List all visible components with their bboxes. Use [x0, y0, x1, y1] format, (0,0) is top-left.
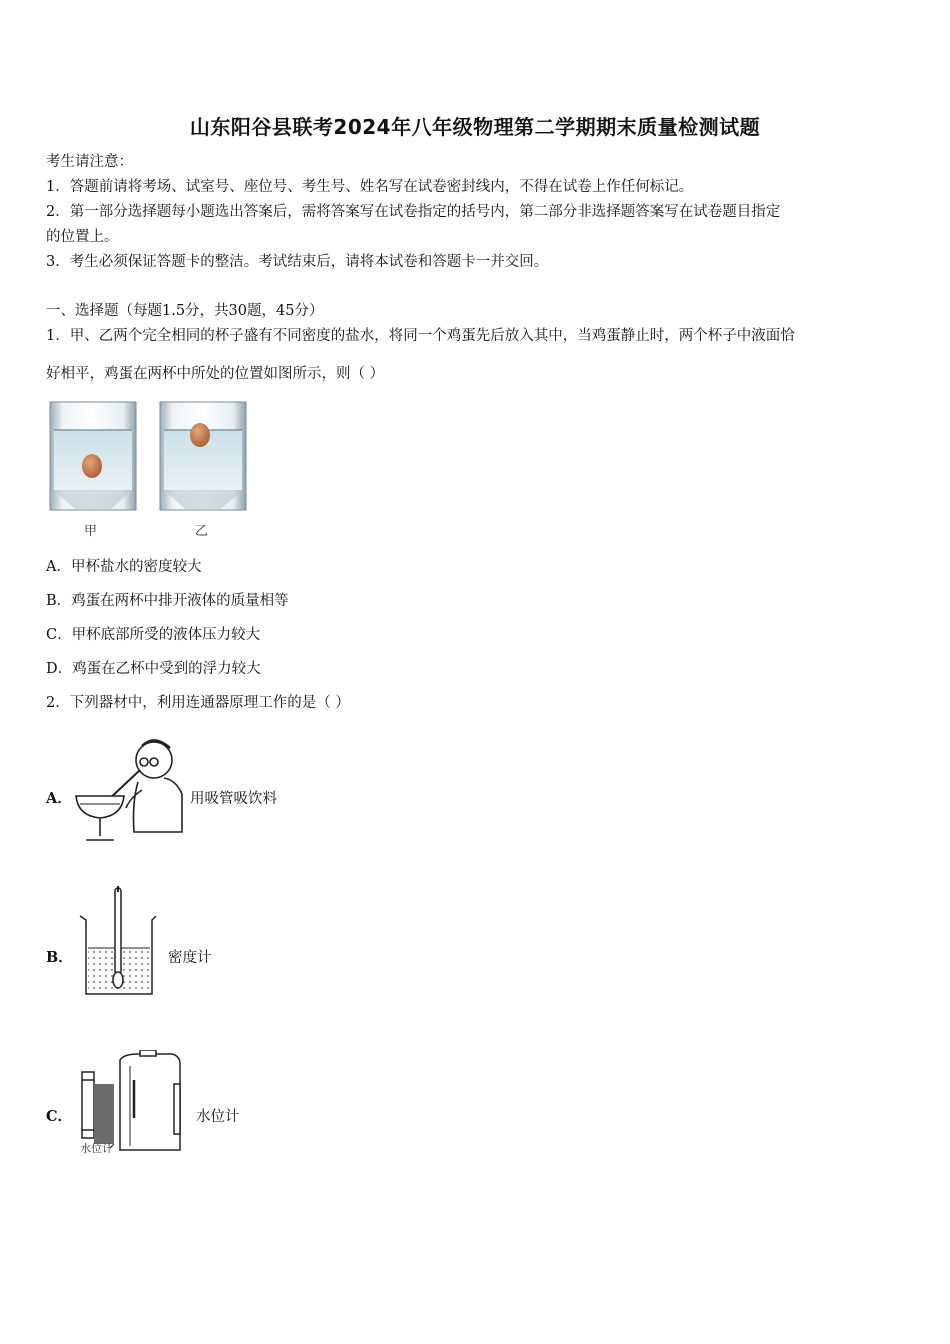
q2-option-b-letter: B．: [46, 949, 73, 966]
q1-stem-line1: 1．甲、乙两个完全相同的杯子盛有不同密度的盐水，将同一个鸡蛋先后放入其中，当鸡蛋静止时，两个杯子中液面恰: [46, 328, 795, 344]
q2-option-b-label: 密度计: [168, 950, 212, 966]
section-heading: 一、选择题（每题1.5分，共30题，45分）: [46, 303, 324, 319]
water-level-gauge-caption: 水位计: [80, 1142, 113, 1155]
egg-left: [82, 454, 102, 478]
q2-option-c-letter: C．: [46, 1108, 73, 1125]
cup-right: [160, 402, 246, 510]
q1-option-c: C．甲杯底部所受的液体压力较大: [46, 627, 261, 643]
notice-item-2: 2．第一部分选择题每小题选出答案后，需将答案写在试卷指定的括号内，第二部分非选择题答案写在试卷题目指定: [46, 204, 781, 220]
q2-option-a-label: 用吸管吸饮料: [190, 791, 277, 807]
notice-item-3: 3．考生必须保证答题卡的整洁。考试结束后，请将本试卷和答题卡一并交回。: [46, 254, 549, 270]
egg-right: [190, 423, 210, 447]
notice-item-2-cont: 的位置上。: [46, 229, 119, 245]
cup-left: [50, 402, 136, 510]
q1-stem-line2: 好相平，鸡蛋在两杯中所处的位置如图所示，则（ ）: [46, 366, 385, 382]
page-title: 山东阳谷县联考2024年八年级物理第二学期期末质量检测试题: [189, 115, 761, 139]
q1-option-a: A．甲杯盐水的密度较大: [46, 559, 202, 575]
q1-cups-figure: [46, 398, 256, 543]
q1-option-b: B．鸡蛋在两杯中排开液体的质量相等: [46, 593, 289, 609]
notice-heading: 考生请注意：: [46, 154, 133, 170]
q2-option-a-letter: A．: [46, 790, 72, 807]
notice-item-1: 1．答题前请将考场、试室号、座位号、考生号、姓名写在试卷密封线内，不得在试卷上作任何标记。: [46, 179, 694, 195]
cup-right-label: 乙: [195, 524, 209, 539]
cup-left-label: 甲: [84, 524, 98, 539]
straw-drinking-figure: [72, 732, 187, 847]
q2-option-c-label: 水位计: [196, 1109, 240, 1125]
q2-stem: 2．下列器材中，利用连通器原理工作的是（ ）: [46, 695, 350, 711]
hydrometer-figure: [74, 884, 158, 998]
q1-option-d: D．鸡蛋在乙杯中受到的浮力较大: [46, 661, 261, 677]
